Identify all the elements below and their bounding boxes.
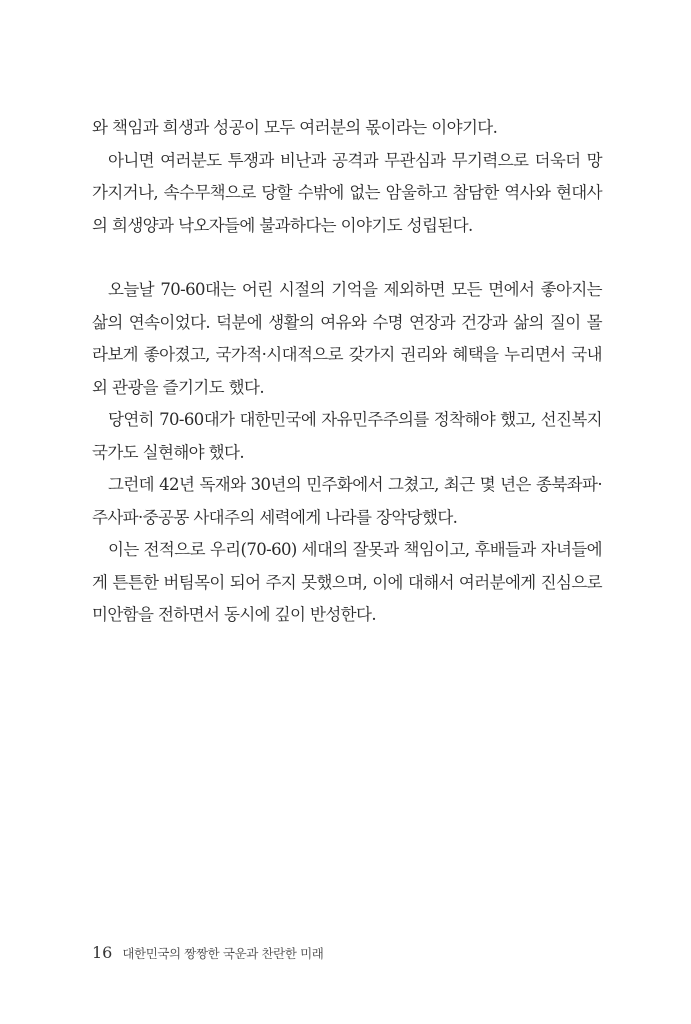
page-number: 16 xyxy=(92,943,113,962)
paragraph: 당연히 70-60대가 대한민국에 자유민주주의를 정착해야 했고, 선진복지국가도 실현해야 했다. xyxy=(92,410,602,462)
paragraph: 그런데 42년 독재와 30년의 민주화에서 그쳤고, 최근 몇 년은 종북좌파·주사파·중공몽 사대주의 세력에게 나라를 장악당했다. xyxy=(92,475,602,527)
paragraph: 와 책임과 희생과 성공이 모두 여러분의 몫이라는 이야기다. xyxy=(92,118,498,137)
running-title: 대한민국의 짱짱한 국운과 찬란한 미래 xyxy=(122,946,324,961)
paragraph: 오늘날 70-60대는 어린 시절의 기억을 제외하면 모든 면에서 좋아지는 삶의 연속이었다. 덕분에 생활의 여유와 수명 연장과 건강과 삶의 질이 몰라보게 좋아졌고, 국가적·시대적으로 갖가지 권리와 혜택을 누리면서 국내외 관광을 즐기기도 했다. xyxy=(92,280,602,397)
paragraph: 아니면 여러분도 투쟁과 비난과 공격과 무관심과 무기력으로 더욱더 망가지거나, 속수무책으로 당할 수밖에 없는 암울하고 참담한 역사와 현대사의 희생양과 낙오자들에 불과하다는 이야기도 성립된다. xyxy=(92,150,602,235)
body-text xyxy=(92,112,602,632)
page-footer xyxy=(92,943,323,962)
paragraph: 이는 전적으로 우리(70-60) 세대의 잘못과 책임이고, 후배들과 자녀들에게 튼튼한 버팀목이 되어 주지 못했으며, 이에 대해서 여러분에게 진심으로 미안함을 전하면서 동시에 깊이 반성한다. xyxy=(92,540,602,624)
